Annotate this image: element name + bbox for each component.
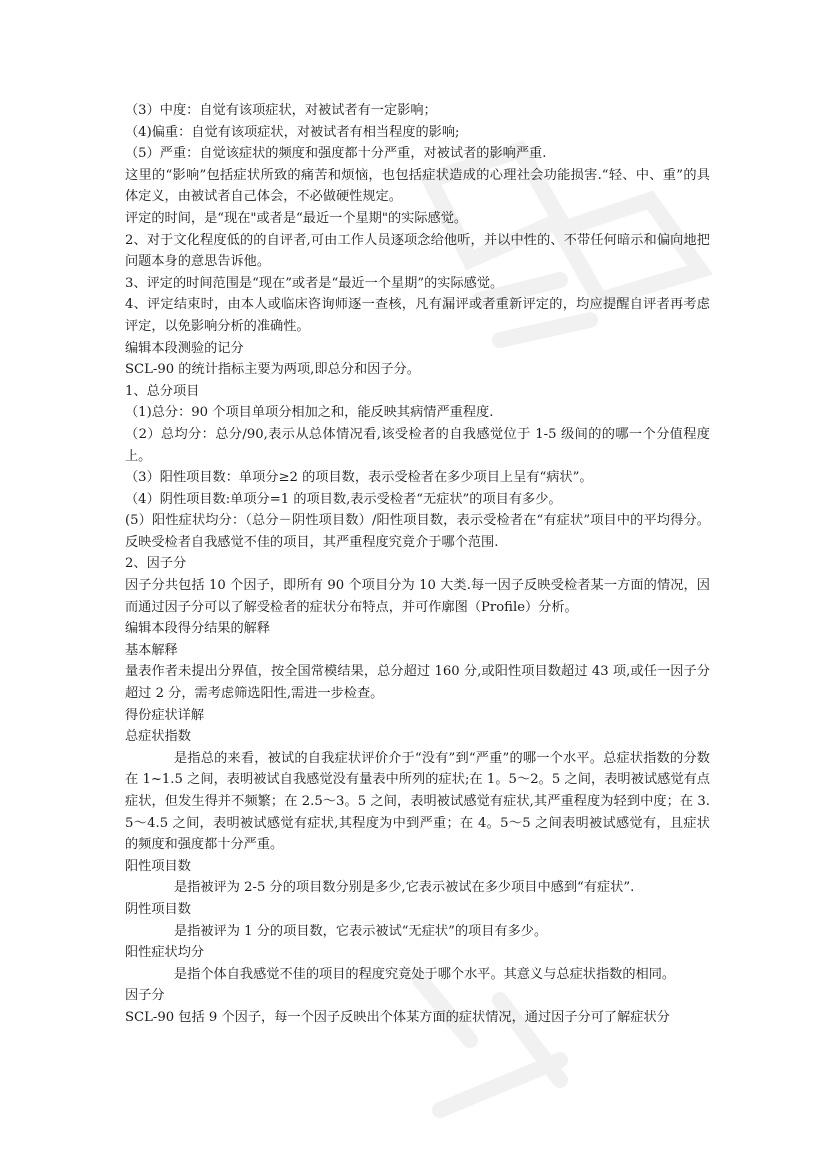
paragraph-item-3: （3）中度：自觉有该项症状，对被试者有一定影响； xyxy=(125,103,437,118)
list-item-total-average: （2）总均分：总分/90,表示从总体情况看,该受检者的自我感觉位于 1-5 级间的的哪一个分值程度上。 xyxy=(125,426,710,464)
list-item-positive-count: （3）阳性项目数：单项分≥2 的项目数，表示受检者在多少项目上呈有“病状”。 xyxy=(125,470,593,486)
paragraph-influence-definition: 这里的“影响”包括症状所致的痛苦和烦恼，也包括症状造成的心理社会功能损害.“轻、中、重”的具体定义，由被试者自己体会，不必做硬性规定。 xyxy=(125,167,710,205)
list-item-total-score: （1)总分：90 个项目单项分相加之和，能反映其病情严重程度. xyxy=(125,405,494,421)
paragraph-total-symptom-index: 是指总的来看，被试的自我症状评价介于“没有”到“严重”的哪一个水平。总症状指数的分数在 1~1.5 之间，表明被试自我感觉没有量表中所列的症状;在 1。5～2。5 之间，表明被试感觉有点症状，但发生得并不频繁；在 2.5～3。5 之间，表明被试感觉有症状,其严重程度为轻到中度；在 3.5～4.5 之间，表明被试感觉有症状,其程度为中到严重；在 4。5～5 之间表明被试感觉有，且症状的频度和强度都十分严重。 xyxy=(125,750,710,853)
paragraph-factor-description: 因子分共包括 10 个因子，即所有 90 个项目分为 10 大类.每一因子反映受检者某一方面的情况，因而通过因子分可以了解受检者的症状分布特点，并可作廓图（Profile）分析。 xyxy=(125,578,710,615)
paragraph-scl90-factors: SCL-90 包括 9 个因子，每一个因子反映出个体某方面的症状情况，通过因子分可了解症状分 xyxy=(125,1009,670,1025)
paragraph-cutoff-values: 量表作者未提出分界值，按全国常模结果，总分超过 160 分,或阳性项目数超过 43 项,或任一因子分超过 2 分，需考虑筛选阳性,需进一步检查。 xyxy=(125,664,710,702)
paragraph-time-evaluation: 评定的时间，是“现在"或者是“最近一个星期"的实际感觉。 xyxy=(125,210,468,226)
paragraph-item-4: （4)偏重：自觉有该项症状，对被试者有相当程度的影响; xyxy=(125,124,460,140)
paragraph-check-after-evaluation: 4、评定结束时，由本人或临床咨询师逐一查核，凡有漏评或者重新评定的，均应提醒自评者再考虑评定，以免影响分析的准确性。 xyxy=(125,297,710,334)
paragraph-positive-items: 是指被评为 2-5 分的项目数分别是多少,它表示被试在多少项目中感到“有症状”. xyxy=(174,880,635,896)
subheading-factor-score-2: 因子分 xyxy=(125,988,165,1004)
document-body xyxy=(125,100,710,1029)
paragraph-low-literacy: 2、对于文化程度低的的自评者,可由工作人员逐项念给他听，并以中性的、不带任何暗示和偏向地把问题本身的意思告诉他。 xyxy=(125,232,710,270)
subheading-basic-interpretation: 基本解释 xyxy=(125,642,178,658)
section-heading-interpretation: 编辑本段得分结果的解释 xyxy=(125,621,271,637)
list-item-positive-average: (5）阳性症状均分：（总分－阴性项目数）/阳性项目数，表示受检者在“有症状”项目中的平均得分。反映受检者自我感觉不佳的项目，其严重程度究竟介于哪个范围. xyxy=(125,513,710,550)
subheading-positive-items: 阳性项目数 xyxy=(125,858,191,874)
subheading-negative-items: 阴性项目数 xyxy=(125,901,191,917)
subheading-symptom-details: 得份症状详解 xyxy=(125,707,205,723)
paragraph-positive-symptom-average: 是指个体自我感觉不佳的项目的程度究竟处于哪个水平。其意义与总症状指数的相同。 xyxy=(174,966,676,982)
subheading-total-symptom-index: 总症状指数 xyxy=(125,729,191,745)
subheading-factor-score: 2、因子分 xyxy=(125,556,187,572)
subheading-positive-symptom-average: 阳性症状均分 xyxy=(125,945,205,961)
paragraph-time-range: 3、评定的时间范围是“现在”或者是“最近一个星期”的实际感觉。 xyxy=(125,275,504,291)
paragraph-negative-items: 是指被评为 1 分的项目数，它表示被试“无症状”的项目有多少。 xyxy=(174,923,548,939)
list-item-negative-count: （4）阴性项目数:单项分=1 的项目数,表示受检者“无症状”的项目有多少。 xyxy=(125,491,562,507)
section-heading-scoring: 编辑本段测验的记分 xyxy=(125,340,244,356)
paragraph-statistics-overview: SCL-90 的统计指标主要为两项,即总分和因子分。 xyxy=(125,362,420,378)
subheading-total-items: 1、总分项目 xyxy=(125,383,200,399)
paragraph-item-5: （5）严重：自觉该症状的频度和强度都十分严重，对被试者的影响严重. xyxy=(125,146,547,162)
